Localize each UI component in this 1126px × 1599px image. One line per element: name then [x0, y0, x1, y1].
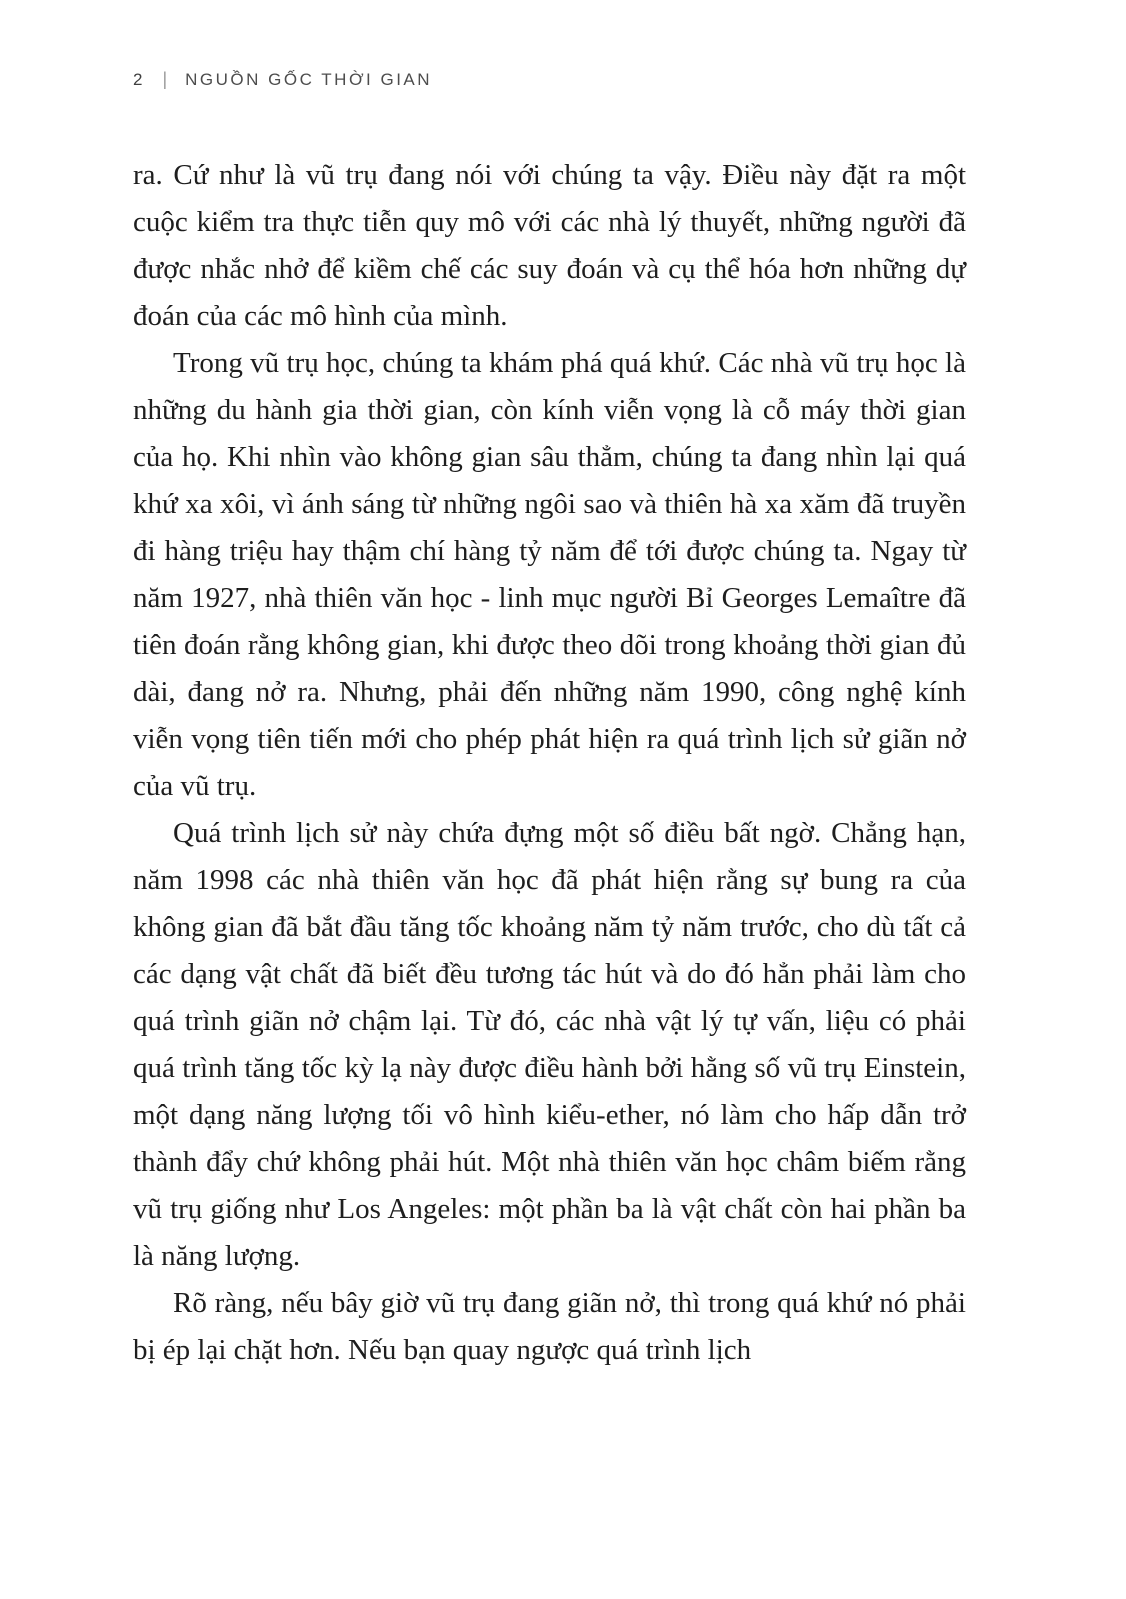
paragraph: Trong vũ trụ học, chúng ta khám phá quá khứ. Các nhà vũ trụ học là những du hành gia thời gian, còn kính viễn vọng là cỗ máy thời gian của họ. Khi nhìn vào không gian sâu thẳm, chúng ta đang nhìn lại quá khứ xa xôi, vì ánh sáng từ những ngôi sao và thiên hà xa xăm đã truyền đi hàng triệu hay thậm chí hàng tỷ năm để tới được chúng ta. Ngay từ năm 1927, nhà thiên văn học - linh mục người Bỉ Georges Lemaître đã tiên đoán rằng không gian, khi được theo dõi trong khoảng thời gian đủ dài, đang nở ra. Nhưng, phải đến những năm 1990, công nghệ kính viễn vọng tiên tiến mới cho phép phát hiện ra quá trình lịch sử giãn nở của vũ trụ.: [133, 347, 966, 802]
paragraph: Rõ ràng, nếu bây giờ vũ trụ đang giãn nở, thì trong quá khứ nó phải bị ép lại chặt hơn. Nếu bạn quay ngược quá trình lịch: [133, 1287, 966, 1366]
paragraph: ra. Cứ như là vũ trụ đang nói với chúng ta vậy. Điều này đặt ra một cuộc kiểm tra thực tiễn quy mô với các nhà lý thuyết, những người đã được nhắc nhở để kiềm chế các suy đoán và cụ thể hóa hơn những dự đoán của các mô hình của mình.: [133, 159, 966, 332]
header-separator: |: [162, 69, 168, 89]
paragraph: Quá trình lịch sử này chứa đựng một số điều bất ngờ. Chẳng hạn, năm 1998 các nhà thiên văn học đã phát hiện rằng sự bung ra của không gian đã bắt đầu tăng tốc khoảng năm tỷ năm trước, cho dù tất cả các dạng vật chất đã biết đều tương tác hút và do đó hẳn phải làm cho quá trình giãn nở chậm lại. Từ đó, các nhà vật lý tự vấn, liệu có phải quá trình tăng tốc kỳ lạ này được điều hành bởi hằng số vũ trụ Einstein, một dạng năng lượng tối vô hình kiểu-ether, nó làm cho hấp dẫn trở thành đẩy chứ không phải hút. Một nhà thiên văn học châm biếm rằng vũ trụ giống như Los Angeles: một phần ba là vật chất còn hai phần ba là năng lượng.: [133, 817, 966, 1272]
running-title: NGUỒN GỐC THỜI GIAN: [185, 69, 433, 89]
page-header: [133, 70, 432, 88]
page-body: [133, 152, 966, 1374]
page-number: 2: [133, 69, 143, 89]
